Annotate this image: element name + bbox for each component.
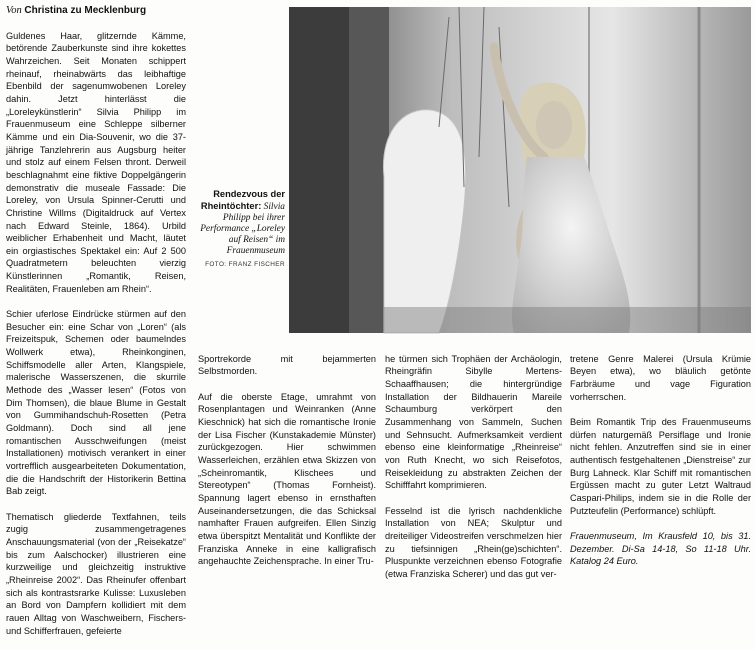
byline-prefix: Von — [6, 5, 22, 16]
paragraph: tretene Genre Malerei (Ursula Krümie Beyen etwa), wo bläulich getönte Farbräume und vage Figuration vorherrschen. — [570, 353, 751, 402]
performance-photo-illustration — [289, 7, 751, 333]
caption-headline: Rendezvous der Rheintöchter: — [200, 189, 285, 211]
article-column-4 — [570, 340, 751, 567]
paragraph: Sportrekorde mit bejammerten Selbstmorden. — [198, 353, 376, 377]
paragraph: Schier uferlose Eindrücke stürmen auf den Besucher ein: eine Schar von „Loren“ (als Freizeitspuk, Schemen oder baumelndes Wollwerk etwa), Rheinkonginen, Schiffsmodelle aller Arten, Klangspiele, malerische Wasserszenen, die skurrile Methode des „Wasser lesen“ (Fotos von Dim Thomsen), die blaue Blume in Gestalt von Gummihandschuh-Rosetten (Petra Goldmann). Doch sind all jene romantischen Ausschweifungen (meist Installationen) motivisch verankert in einer vortrefflich ausgearbeiteten Dokumentation, die die Handschrift der Historikerin Bettina Bab zeigt. — [6, 309, 186, 497]
paragraph: Guldenes Haar, glitzernde Kämme, betörende Zauberkunste sind ihre kokettes Wahrzeichen. Seit Monaten schippert rheinauf, rheinabwärts das leibhaftige Ebenbild der sagenumwobenen Loreley dahin. Jetzt hinterlässt die „Loreleykünstlerin“ Silvia Philipp im Frauenmuseum eine Schleppe silberner Kämme und ein Dia-Souvenir, wo die 37-jährige Tanzlehrerin aus Augsburg heiter und stolz auf einem Felsen thront. Derweil beschlagnahmt eine fiktive Doppelgängerin demonstrativ die museale Fassade: Die Loreley, von Ursula Spinner-Cerutti und Christine Willms (Digitaldruck auf Vertex nach Edward Steinle, 1864). Urbild weiblicher Erhabenheit und Macht, läutet ein orgiastisches Spektakel ein: Auf 2 500 Quadratmetern beleuchten vierzig Künstlerinnen „Romantik, Reisen, Realitäten, Frauenleben am Rhein“. — [6, 30, 186, 294]
paragraph: Auf die oberste Etage, umrahmt von Rosenplantagen und Weinranken (Anne Kieschnick) hat sich die romantische Ironie der Lisa Fischer (Kunstakademie Münster) zurückgezogen. Hier schwimmen Wasserleichen, erzählen etwa Skizzen von „Scheinromantik, Klischees und Stereotypen“ (Thomas Fornheist). Spannung lagert ebenso in ernsthaften Auseinandersetzungen, die das Schicksal namhafter Frauen aufgreifen. Ellen Sinzig etwa überspitzt Mentalität und Konflikte der Franziska Anneke in eine kalligrafisch angehauchte Zeichensprache. In einer Tru- — [198, 391, 376, 567]
exhibition-info: Frauenmuseum, Im Krausfeld 10, bis 31. Dezember. Di-Sa 14-18, So 11-18 Uhr. Katalog 24 Euro. — [570, 530, 751, 567]
byline-author: Christina zu Mecklenburg — [24, 5, 147, 16]
paragraph: Fesselnd ist die lyrisch nachdenkliche Installation von NEA; Skulptur und dreiteiliger Videostreifen verschmelzen hier zu tiefsinnigen „Rhein(ge)schichten“. Pluspunkte verzeichnen ebenso Fotografie (etwa Franziska Scherer) und das gut ver- — [385, 505, 562, 579]
article-column-1 — [6, 17, 186, 636]
caption-text: Silvia Philipp bei ihrer Performance „Loreley auf Reisen“ im Frauenmuseum — [200, 202, 285, 256]
paragraph: Beim Romantik Trip des Frauenmuseums dürfen naturgemäß Persiflage und Ironie nicht fehlen. Anzutreffen sind sie in einer authentisch festgehaltenen „Dienstreise“ zur Burg Lahneck. Klar Schiff mit romantischen Ergüssen macht zu guter Letzt Waltraud Caspari-Philips, indem sie in die Rolle der Putzteufelin (Performance) schlüpft. — [570, 416, 751, 516]
article-column-3 — [385, 340, 562, 579]
paragraph: he türmen sich Trophäen der Archäologin, Rheingräfin Sibylle Mertens-Schaaffhausen; die hintergründige Installation der Bildhauerin Mareile Schaumburg verkörpert den Zusammenhang von Sammeln, Suchen und Sehnsucht. Aufmerksamkeit verdient ebenso eine kleinformatige „Rheinreise“ von Ruth Knecht, wo sich Reisefotos, Reisekleidung zu abstrakten Zeichen der Schifffahrt komprimieren. — [385, 353, 562, 491]
article-column-2 — [198, 340, 376, 567]
byline — [6, 4, 146, 17]
article-photo — [289, 7, 751, 333]
photo-credit: FOTO: FRANZ FISCHER — [205, 261, 285, 268]
paragraph: Thematisch gliederde Textfahnen, teils zugig zusammengetragenes Anschauungsmaterial (von der „Reisekatze“ bis zum Aalschocker) illustrieren eine kurzweilige und gleichzeitig instruktive „Rheinreise 2002“. Das Rheinufer offenbart sich als kontrastsrarke Kulisse: Luxusleben an Bord von Dampfern kollidiert mit dem rauen Alltag von Waschweibern, Fischers- und Schifferfrauen, gefeierte — [6, 511, 186, 636]
photo-caption — [197, 189, 285, 270]
